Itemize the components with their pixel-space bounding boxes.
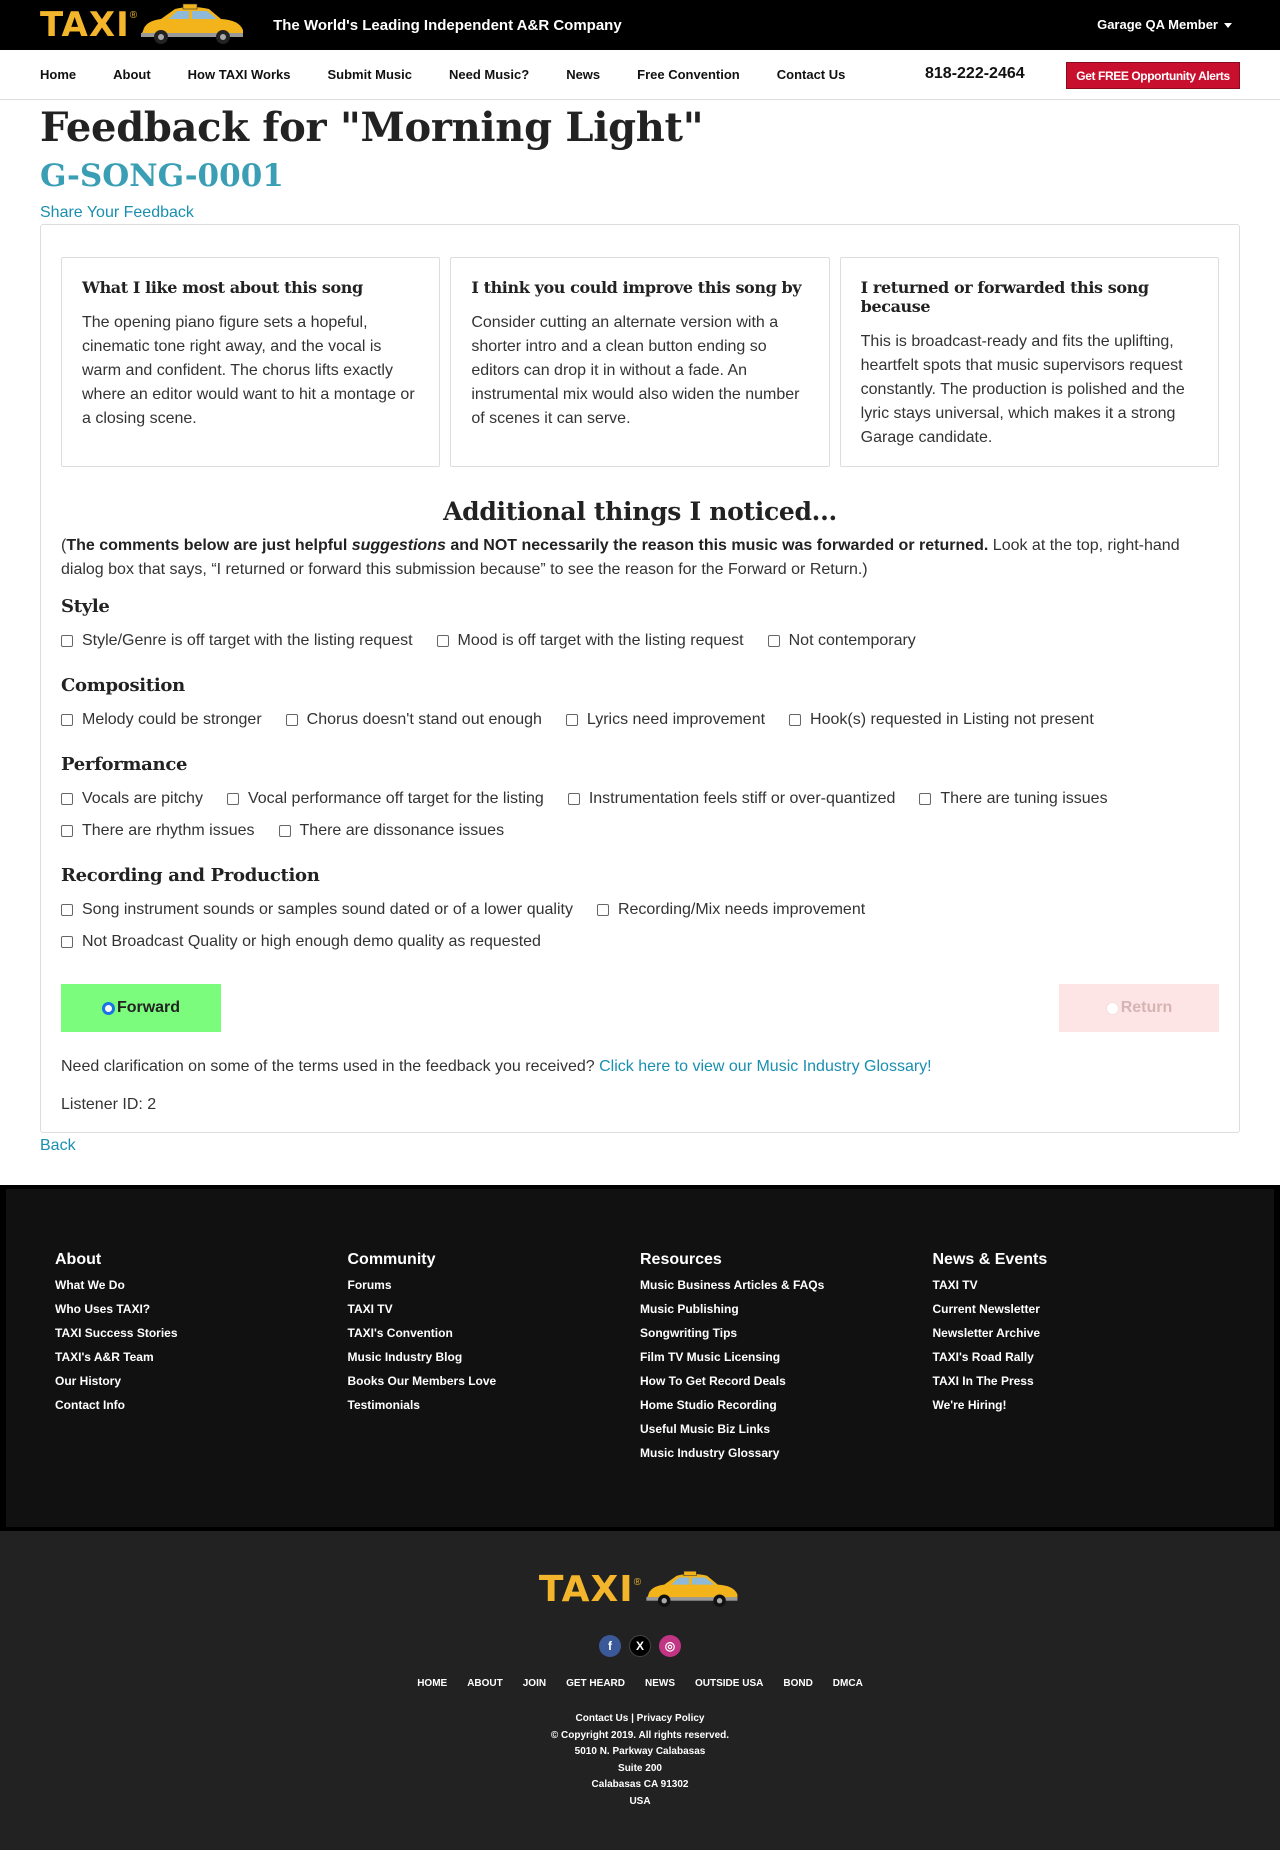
footer-nav-news[interactable]: NEWS — [645, 1678, 675, 1689]
checkbox-not-contemporary[interactable] — [768, 625, 916, 657]
footer-link[interactable]: Our History — [55, 1374, 122, 1388]
checkbox-icon[interactable] — [61, 635, 73, 647]
checkbox-label: Instrumentation feels stiff or over-quantized — [588, 790, 896, 807]
footer-col-title: About — [55, 1251, 102, 1268]
checkbox-label: There are tuning issues — [940, 790, 1108, 807]
footer-logo-registered-mark: ® — [633, 1577, 642, 1588]
nav-news[interactable]: News — [566, 67, 601, 82]
return-label: Return — [1120, 999, 1173, 1016]
feedback-cards — [61, 257, 1219, 467]
footer-link[interactable]: Film TV Music Licensing — [640, 1350, 781, 1364]
footer-link[interactable]: Useful Music Biz Links — [640, 1422, 771, 1436]
listener-id: Listener ID: 2 — [61, 1096, 157, 1113]
decision-actions — [61, 984, 1219, 1032]
footer-link[interactable]: Songwriting Tips — [640, 1326, 738, 1340]
footer-link[interactable]: Music Industry Glossary — [640, 1446, 780, 1460]
radio-unselected-icon[interactable] — [1106, 1002, 1119, 1015]
main-nav — [0, 50, 1280, 100]
group-composition — [61, 675, 1219, 736]
checkbox-vocals-pitchy[interactable] — [61, 783, 203, 815]
glossary-link[interactable]: Click here to view our Music Industry Glossary! — [599, 1058, 932, 1075]
checkbox-vocal-performance[interactable] — [227, 783, 544, 815]
nav-free-convention[interactable]: Free Convention — [637, 67, 740, 82]
group-style — [61, 596, 1219, 657]
group-title-style: Style — [61, 596, 110, 617]
nav-home[interactable]: Home — [40, 67, 77, 82]
reason-body: This is broadcast-ready and fits the uplifting, heartfelt spots that music supervisors request constantly. The production is polished and the lyric stays universal, which makes it a strong Garage candidate. — [860, 333, 1185, 446]
caret-down-icon — [1224, 23, 1232, 28]
checkbox-chorus[interactable] — [286, 704, 542, 736]
checkbox-label: Hook(s) requested in Listing not present — [810, 711, 1094, 728]
footer-link[interactable]: TAXI's Road Rally — [932, 1350, 1034, 1364]
checkbox-hooks[interactable] — [789, 704, 1094, 736]
checkbox-instrumentation[interactable] — [568, 783, 896, 815]
checkbox-label: Melody could be stronger — [82, 711, 262, 728]
footer-link[interactable]: Music Business Articles & FAQs — [640, 1278, 825, 1292]
page-title: Feedback for "Morning Light" — [40, 104, 704, 151]
top-bar — [0, 0, 1280, 50]
footer-link[interactable]: Current Newsletter — [932, 1302, 1040, 1316]
checkbox-mix[interactable] — [597, 894, 865, 926]
contact-us-link[interactable]: Contact Us — [575, 1713, 629, 1724]
address-line: Calabasas CA 91302 — [591, 1779, 689, 1790]
checkbox-style-genre[interactable] — [61, 625, 413, 657]
checkbox-label: Recording/Mix needs improvement — [617, 901, 866, 918]
checkbox-icon[interactable] — [61, 936, 73, 948]
address-line: 5010 N. Parkway Calabasas — [574, 1746, 706, 1757]
checkbox-icon[interactable] — [61, 825, 73, 837]
taxi-logo[interactable] — [40, 0, 247, 50]
footer-col-title: Community — [347, 1251, 436, 1268]
footer-col-title: News & Events — [932, 1251, 1048, 1268]
footer-link[interactable]: TAXI TV — [347, 1302, 393, 1316]
taxi-cab-icon — [641, 1567, 741, 1613]
checkbox-icon[interactable] — [597, 904, 609, 916]
improve-heading: I think you could improve this song by — [471, 278, 802, 297]
disclaimer-open: ( — [61, 537, 67, 554]
footer-link[interactable]: TAXI TV — [932, 1278, 978, 1292]
footer-link[interactable]: Who Uses TAXI? — [55, 1302, 151, 1316]
checkbox-label: Chorus doesn't stand out enough — [306, 711, 542, 728]
footer-link[interactable]: TAXI Success Stories — [55, 1326, 178, 1340]
taxi-cab-icon — [135, 3, 247, 47]
forward-label: Forward — [116, 999, 181, 1016]
nav-submit-music[interactable]: Submit Music — [327, 67, 412, 82]
footer-nav-outside-usa[interactable]: OUTSIDE USA — [695, 1678, 764, 1689]
reason-card — [840, 257, 1219, 467]
group-title-performance: Performance — [61, 754, 188, 775]
opportunity-alerts-button[interactable]: Get FREE Opportunity Alerts — [1066, 62, 1240, 89]
checkbox-icon[interactable] — [61, 793, 73, 805]
footer-col-community — [348, 1251, 641, 1527]
footer-nav-about[interactable]: ABOUT — [467, 1678, 503, 1689]
footer-links — [0, 1185, 1280, 1531]
footer-nav-get-heard[interactable]: GET HEARD — [566, 1678, 625, 1689]
forward-button[interactable] — [61, 984, 221, 1032]
checkbox-icon[interactable] — [789, 714, 801, 726]
footer-link[interactable]: TAXI In The Press — [932, 1374, 1034, 1388]
checkbox-dissonance[interactable] — [279, 815, 505, 847]
copyright: © Copyright 2019. All rights reserved. — [550, 1729, 730, 1741]
instagram-icon[interactable]: ◎ — [659, 1635, 681, 1657]
facebook-icon[interactable]: f — [599, 1635, 621, 1657]
footer-nav-bond[interactable]: BOND — [783, 1678, 813, 1689]
checkbox-icon[interactable] — [437, 635, 449, 647]
tagline: The World's Leading Independent A&R Company — [273, 16, 622, 34]
footer-link[interactable]: TAXI's A&R Team — [55, 1350, 154, 1364]
x-twitter-icon[interactable]: X — [629, 1635, 651, 1657]
checkbox-label: Not contemporary — [788, 632, 916, 649]
checkbox-tuning[interactable] — [919, 783, 1107, 815]
footer-link[interactable]: TAXI's Convention — [347, 1326, 453, 1340]
back-link[interactable]: Back — [40, 1137, 76, 1154]
checkbox-label: Vocals are pitchy — [82, 790, 203, 807]
member-menu[interactable] — [1097, 17, 1232, 32]
footer-bottom-nav — [0, 1678, 1280, 1689]
footer-bottom — [0, 1531, 1280, 1850]
checkbox-icon[interactable] — [61, 904, 73, 916]
checkbox-icon[interactable] — [286, 714, 298, 726]
checkbox-label: Song instrument sounds or samples sound dated or of a lower quality — [82, 901, 573, 918]
footer-nav-home[interactable]: HOME — [417, 1678, 448, 1689]
nav-contact-us[interactable]: Contact Us — [776, 67, 846, 82]
footer-col-resources — [640, 1251, 933, 1527]
checkbox-lyrics[interactable] — [566, 704, 765, 736]
disclaimer-bold-2: and NOT necessarily the reason this music was forwarded or returned. — [445, 537, 989, 554]
footer-logo-text: TAXI — [538, 1569, 634, 1610]
logo-text: TAXI — [40, 5, 130, 45]
checkbox-icon[interactable] — [768, 635, 780, 647]
footer-link[interactable]: What We Do — [55, 1278, 125, 1292]
additional-heading: Additional things I noticed... — [443, 497, 837, 526]
feedback-panel — [40, 224, 1240, 1133]
checkbox-mood[interactable] — [437, 625, 744, 657]
checkbox-label: Vocal performance off target for the listing — [247, 790, 544, 807]
legal-info: Contact Us | Privacy Policy © Copyright 2019. All rights reserved. 5010 N. Parkway Calabasas Suite 200 Calabasas CA 91302 USA — [0, 1711, 1280, 1810]
likes-heading: What I like most about this song — [82, 278, 363, 297]
clarification-text — [61, 1058, 1219, 1076]
footer-link[interactable]: We're Hiring! — [932, 1398, 1007, 1412]
checkbox-icon[interactable] — [568, 793, 580, 805]
footer-link[interactable]: Forums — [347, 1278, 392, 1292]
checkbox-label: There are dissonance issues — [299, 822, 505, 839]
checkbox-instrument-sounds[interactable] — [61, 894, 573, 926]
checkbox-icon[interactable] — [279, 825, 291, 837]
checkbox-label: Mood is off target with the listing request — [457, 632, 744, 649]
checkbox-icon[interactable] — [61, 714, 73, 726]
footer-nav-dmca[interactable]: DMCA — [832, 1678, 863, 1689]
nav-about[interactable]: About — [113, 67, 151, 82]
footer-link[interactable]: Home Studio Recording — [640, 1398, 777, 1412]
footer-link[interactable]: Contact Info — [55, 1398, 125, 1412]
group-performance — [61, 754, 1219, 847]
nav-need-music[interactable]: Need Music? — [449, 67, 530, 82]
return-button[interactable] — [1059, 984, 1219, 1032]
address-line: Suite 200 — [618, 1762, 662, 1774]
share-feedback-link[interactable]: Share Your Feedback — [40, 204, 194, 221]
checkbox-icon[interactable] — [919, 793, 931, 805]
footer-col-title: Resources — [640, 1251, 722, 1268]
checkbox-label: There are rhythm issues — [82, 822, 255, 839]
main-content — [0, 104, 1280, 1155]
checkbox-icon[interactable] — [227, 793, 239, 805]
checkbox-icon[interactable] — [566, 714, 578, 726]
disclaimer — [61, 534, 1219, 582]
phone-number: 818-222-2464 — [925, 65, 1025, 82]
footer-link[interactable]: How To Get Record Deals — [640, 1374, 786, 1388]
reason-heading: I returned or forwarded this song because — [860, 278, 1149, 316]
checkbox-label: Style/Genre is off target with the listing request — [82, 632, 413, 649]
address-line: USA — [629, 1795, 651, 1807]
checkbox-label: Lyrics need improvement — [586, 711, 766, 728]
disclaimer-rest: Look at the top, right-hand dialog box that says, “I returned or forward this submission because” to see the reason for the Forward or Return.) — [61, 537, 1180, 578]
nav-how-taxi-works[interactable]: How TAXI Works — [187, 67, 291, 82]
privacy-policy-link[interactable]: Privacy Policy — [636, 1713, 705, 1724]
footer-col-news-events — [933, 1251, 1226, 1527]
disclaimer-bold-1: The comments below are just helpful — [66, 537, 352, 554]
checkbox-label: Not Broadcast Quality or high enough demo quality as requested — [82, 933, 541, 950]
logo-registered-mark: ® — [129, 10, 138, 21]
footer-link[interactable]: Newsletter Archive — [932, 1326, 1041, 1340]
likes-body: The opening piano figure sets a hopeful, cinematic tone right away, and the vocal is warm and confident. The chorus lifts exactly where an editor would want to hit a montage or a closing scene. — [82, 314, 415, 427]
likes-card — [61, 257, 440, 467]
member-menu-label: Garage QA Member — [1097, 17, 1218, 32]
footer-col-about — [55, 1251, 348, 1527]
improve-body: Consider cutting an alternate version with a shorter intro and a clean button ending so editors can drop it in without a fade. An instrumental mix would also widen the number of scenes it can serve. — [471, 314, 800, 427]
footer-link[interactable]: Music Publishing — [640, 1302, 739, 1316]
clarification-prompt: Need clarification on some of the terms used in the feedback you received? — [61, 1058, 600, 1075]
footer-link[interactable]: Testimonials — [347, 1398, 420, 1412]
checkbox-rhythm[interactable] — [61, 815, 255, 847]
social-links — [0, 1635, 1280, 1657]
footer-link[interactable]: Music Industry Blog — [347, 1350, 463, 1364]
improve-card — [450, 257, 829, 467]
group-title-recording: Recording and Production — [61, 865, 320, 886]
checkbox-melody[interactable] — [61, 704, 262, 736]
footer-link[interactable]: Books Our Members Love — [347, 1374, 497, 1388]
group-title-composition: Composition — [61, 675, 185, 696]
group-recording — [61, 865, 1219, 958]
song-id: G-SONG-0001 — [40, 158, 284, 194]
disclaimer-italic: suggestions — [351, 537, 446, 554]
radio-selected-icon[interactable] — [102, 1002, 115, 1015]
checkbox-broadcast-quality[interactable] — [61, 926, 541, 958]
footer-taxi-logo[interactable] — [539, 1567, 741, 1613]
footer-nav-join[interactable]: JOIN — [522, 1678, 547, 1689]
